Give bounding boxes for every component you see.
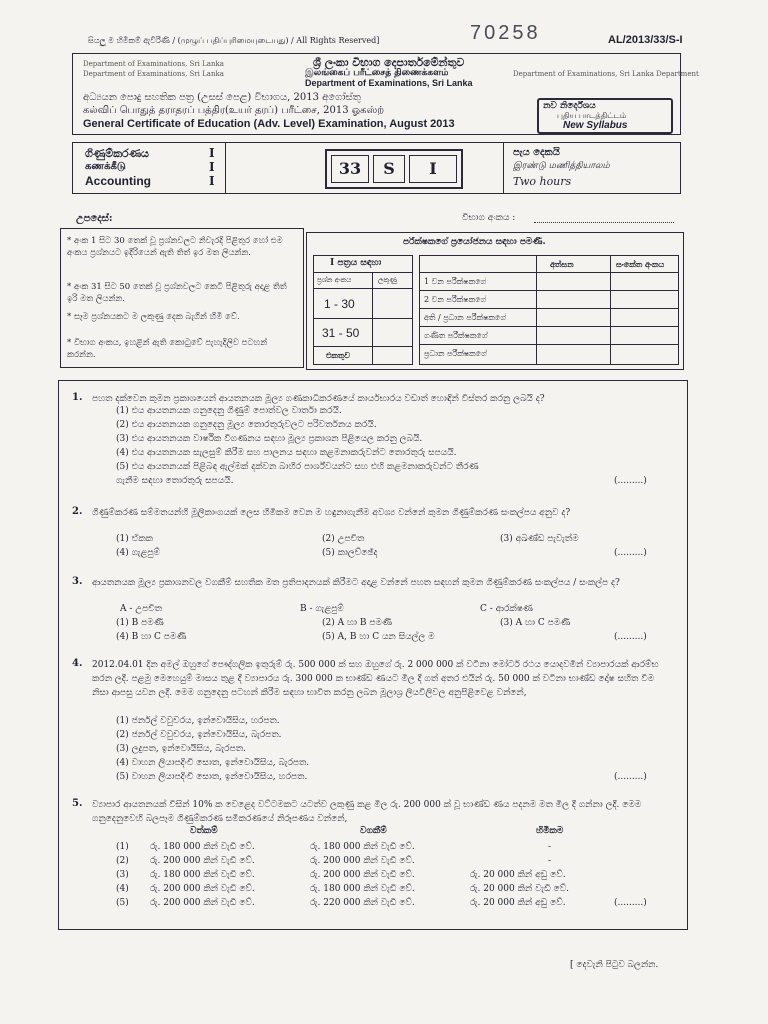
subject-part-3: I — [209, 174, 215, 188]
syllabus-ta: புதிய பாடத்திட்டம் — [557, 111, 627, 120]
q1-option-5b: ගැනීම සඳහා තොරතුරු සපයයි. — [116, 476, 234, 486]
examiners-col-code: සංකේත අංකය — [616, 259, 665, 269]
marks-table — [306, 232, 684, 370]
q5-row-5-assets: රු. 200 000 කින් වැඩි වේ. — [150, 898, 255, 908]
q2-answer-slot[interactable]: (.........) — [614, 548, 647, 558]
q3-answer-slot[interactable]: (.........) — [614, 632, 647, 642]
q3-label-a: A - උපචිත — [120, 604, 163, 614]
q2-option-5: (5) කාලච්ඡේද — [322, 548, 378, 558]
q2-number: 2. — [72, 506, 83, 517]
syllabus-si: නව නිර්දේශය — [543, 101, 596, 111]
q5-row-5-num: (5) — [116, 898, 129, 908]
examiner-row-1: 1 වන පරීක්ෂකගේ — [424, 277, 487, 286]
q5-number: 5. — [72, 798, 83, 809]
q2-option-1: (1) ඒකක — [116, 534, 153, 544]
q5-header-equity: හිමිකම — [536, 826, 564, 836]
q2-option-2: (2) උපචිත — [322, 534, 365, 544]
q5-header-assets: වත්කම් — [190, 826, 218, 836]
q5-row-1-assets: රු. 180 000 කින් වැඩි වේ. — [150, 842, 255, 852]
q1-number: 1. — [72, 392, 83, 403]
q4-answer-slot[interactable]: (.........) — [614, 772, 647, 782]
marks-total-label: එකතුව — [326, 350, 351, 360]
paper-reference: AL/2013/33/S-I — [608, 34, 683, 46]
examiner-row-4: ගණිත පරීක්ෂකගේ — [424, 331, 488, 340]
duration-ta: இரண்டு மணித்தியாலம் — [513, 161, 610, 171]
q5-row-3-num: (3) — [116, 870, 129, 880]
q5-row-2-assets: රු. 200 000 කින් වැඩි වේ. — [150, 856, 255, 866]
subject-divider — [225, 143, 226, 193]
q1-answer-slot[interactable]: (.........) — [614, 476, 647, 486]
duration-si: පැය දෙකයි — [513, 147, 560, 158]
dept-name-en: Department of Examinations, Sri Lanka — [305, 78, 473, 88]
q4-option-4: (4) වාහන ලියාපදිංචි සොත, ඉන්වොයිසිය, බැරපත. — [116, 758, 310, 768]
paper-code: 70258 — [470, 22, 541, 44]
q5-answer-slot[interactable]: (.........) — [614, 898, 647, 908]
q4-option-3: (3) ලදුපත, ඉන්වොයිසිය, බැරපත. — [116, 744, 246, 754]
page-footer-note: [ දෙවැනි පිටුව බලන්න. — [570, 960, 659, 970]
q5-text: ව්‍යාපාර ආයතනයක් විසින් 10% ක වෙළෙද වට්ටමකට යටත්ව ලකුණු කළ මිල රු. 200 000 ක් වූ භාණ්ඩ ණය පදනම මත මිල දී ගන්නා ලදී. මෙම ගනුදෙනුවෙහි බලපෑම ගිණුම්කරණ සමීකරණයේ නිරූපණය වන්නේ, — [92, 800, 642, 824]
q5-row-5-equity: රු. 20 000 කින් අඩු වේ. — [470, 898, 566, 908]
duration-en: Two hours — [513, 175, 572, 188]
q1-option-2: (2) එය ආයතනයක ගනුදෙනු මූල්‍ය තොරතුරුවලට පරිවර්තනය කරයි. — [116, 420, 377, 430]
q5-row-1-equity: - — [548, 842, 552, 852]
q5-row-2-equity: - — [548, 856, 552, 866]
instruction-4-text: විභාග අංකය, ඉහළින් ඇති කොටුවේ පැහැදිලිව පටහන් කරන්න. — [67, 338, 268, 360]
subject-code-i: I — [409, 155, 457, 183]
subject-code-number: 33 — [331, 155, 369, 183]
q4-option-5: (5) වාහන ලියාපදිංචි සොත, ඉන්වොයිසිය, හරපත. — [116, 772, 308, 782]
examiner-row-3: අති / ප්‍රධාන පරීක්ෂකගේ — [424, 313, 507, 322]
q5-row-4-equity: රු. 20 000 කින් වැඩි වේ. — [470, 884, 570, 894]
syllabus-en: New Syllabus — [563, 120, 628, 131]
q5-row-1-liabilities: රු. 180 000 කින් වැඩි වේ. — [310, 842, 415, 852]
rights-notice: සියලු ම හිමිකම් ඇවිරිණි / (முழுப் பதிப்புரிமையுடையது) / All Rights Reserved] — [88, 36, 380, 45]
exam-name-si: අධ්‍යයන පොදු සහතික පත්‍ර (උසස් පෙළ) විභාගය, 2013 අගෝස්තු — [83, 92, 361, 103]
q2-option-4: (4) ගැළපුම් — [116, 548, 160, 558]
q3-option-4: (4) B හා C පමණි — [116, 632, 187, 642]
subject-code-box — [325, 149, 463, 189]
q3-label-c: C - ආරක්ෂණ — [480, 604, 533, 614]
marks-table-title: පරීක්ෂකගේ ප්‍රයෝජනය සඳහා පමණි. — [403, 237, 546, 247]
q3-number: 3. — [72, 576, 83, 587]
instruction-3-text: සෑම ප්‍රශ්නයකට ම ලකුණු දෙක බැගින් හිමි වේ. — [73, 312, 240, 322]
instruction-2-text: අංක 31 සිට 50 තෙක් වූ ප්‍රශ්නවලට කෙටි පිළිතුරු අදාළ තිත් ඉරි මත ලියන්න. — [67, 282, 287, 304]
subject-part-2: I — [209, 160, 215, 174]
q5-row-5-liabilities: රු. 220 000 කින් වැඩි වේ. — [310, 898, 415, 908]
q5-row-3-liabilities: රු. 200 000 කින් වැඩි වේ. — [310, 870, 415, 880]
marks-row-1-30: 1 - 30 — [324, 297, 355, 311]
q1-option-4: (4) එය ආයතනයක සැලසුම් කිරීම සහ පාලනය සඳහා කළමනාකරුවන්ට තොරතුරු සපයයි. — [116, 448, 457, 458]
q3-option-3: (3) A හා C පමණි — [500, 618, 571, 628]
subject-si: ගිණුම්කරණය — [85, 147, 149, 160]
dept-side-left-2: Department of Examinations, Sri Lanka — [83, 70, 224, 78]
examiners-table — [419, 255, 679, 365]
q5-row-4-num: (4) — [116, 884, 129, 894]
subject-ta: கணக்கீடு — [85, 161, 126, 172]
subject-code-s: S — [373, 155, 405, 183]
index-number-label: විභාග අංකය : — [462, 213, 516, 223]
q3-text: ආයතනයක මූල්‍ය ප්‍රකාශනවල වගකීම් සහතික මත ප්‍රතිපාදනයක් කිරීමට අදාළ වන්නේ පහත සඳහන් කුමන ගිණුම්කරණ සංකල්පය / සංකල්ප ද? — [92, 578, 620, 588]
q1-option-1: (1) එය ආයතනයක ගනුදෙනු ගිණුම් පොත්වල වාර්තා කරයි. — [116, 406, 342, 416]
q5-row-3-assets: රු. 180 000 කින් වැඩි වේ. — [150, 870, 255, 880]
instruction-2: * අංක 31 සිට 50 තෙක් වූ ප්‍රශ්නවලට කෙටි පිළිතුරු අදාළ තිත් ඉරි මත ලියන්න. — [67, 282, 287, 304]
q4-text: 2012.04.01 දින අමල් ඔහුගේ පෞද්ගලික ඉතුරුම් රු. 500 000 ක් සහ ඔහුගේ රු. 2 000 000 ක් වටිනා මෝටර් රථය යොදවමින් ව්‍යාපාරයක් ආරම්භ කරන ලදී. පළමු මෙහෙයුම් මාසය තුළ දී ව්‍යාපාරය රු. 300 000 ක භාණ්ඩ ණයට මිල දී ගත් අතර එයින් රු. 50 000 ක් වටිනා භාණ්ඩ දෝෂ සහිත වීම නිසා ආපසු යවන ලදී. මෙම ගනුදෙනු පටහන් කිරීම සඳහා භාවිත කරනු ලබන මූලාශ්‍ර ලියවිලිවල අනුපිළිවෙළ වන්නේ, — [92, 660, 659, 698]
instruction-1: * අංක 1 සිට 30 තෙක් වූ ප්‍රශ්නවලට නිවැරදි පිළිතුර හෝ එම අංකය ප්‍රශ්නයට ඉදිරියෙන් ඇති තිත් ඉර මත ලියන්න. — [67, 236, 283, 258]
q3-label-b: B - ගැළපුම් — [300, 604, 344, 614]
marks-row-31-50: 31 - 50 — [322, 326, 360, 340]
exam-name-ta: கல்விப் பொதுத் தராதரப் பத்திர(உயர் தரப்) பரீட்சை, 2013 ஓகஸ்ற் — [83, 105, 385, 116]
examiner-row-5: ප්‍රධාන පරීක්ෂකගේ — [424, 349, 487, 358]
q3-option-2: (2) A හා B පමණි — [322, 618, 393, 628]
q1-text: පහත දක්වෙන කුමන ප්‍රකාශයෙන් ආයතනයක මූල්‍ය ගණකාධිකරණයේ කාර්යභාරය වඩාත් හොඳින් විස්තර කරනු ලබයි ද? — [92, 394, 545, 404]
q4-option-2: (2) ජර්නල් වවුචරය, ඉන්වොයිසිය, බැරපත. — [116, 730, 282, 740]
examiner-row-2: 2 වන පරීක්ෂකගේ — [424, 295, 487, 304]
instructions-heading: උපදෙස්: — [76, 213, 113, 224]
dept-side-right: Department of Examinations, Sri Lanka Department — [513, 70, 699, 78]
examiners-col-signature: අත්සන — [550, 259, 574, 269]
syllabus-box — [537, 98, 673, 134]
q5-row-3-equity: රු. 20 000 කින් අඩු වේ. — [470, 870, 566, 880]
q5-row-2-liabilities: රු. 200 000 කින් වැඩි වේ. — [310, 856, 415, 866]
q2-option-3: (3) අඛණ්ඩ පැවැත්ම — [500, 534, 579, 544]
instruction-3: * සෑම ප්‍රශ්නයකට ම ලකුණු දෙක බැගින් හිමි වේ. — [67, 312, 240, 322]
index-number-field[interactable] — [534, 222, 674, 223]
q4-number: 4. — [72, 658, 83, 669]
instruction-4: * විභාග අංකය, ඉහළින් ඇති කොටුවේ පැහැදිලිව පටහන් කරන්න. — [67, 338, 268, 360]
marks-col-question: ප්‍රශ්න අංකය — [317, 276, 352, 284]
instructions-box — [60, 228, 304, 368]
instruction-1-text: අංක 1 සිට 30 තෙක් වූ ප්‍රශ්නවලට නිවැරදි පිළිතුර හෝ එම අංකය ප්‍රශ්නයට ඉදිරියෙන් ඇති තිත් ඉර මත ලියන්න. — [67, 236, 283, 258]
subject-part-1: I — [209, 146, 215, 160]
marks-part-label: I පත්‍රය සඳහා — [330, 258, 382, 268]
exam-header — [72, 53, 699, 135]
marks-col-marks: ලකුණු — [378, 276, 397, 284]
marks-subtable — [313, 255, 413, 365]
q1-option-3: (3) එය ආයතනයක වාර්ෂික විගණනය සඳහා මූල්‍ය ප්‍රකාශන පිළියෙල කරනු ලබයි. — [116, 434, 423, 444]
q3-option-5: (5) A, B හා C යන සියල්ල ම — [322, 632, 435, 642]
dept-name-si: ශ්‍රී ලංකා විභාග දෙපාර්තමේන්තුව — [313, 56, 465, 69]
q5-header-liabilities: වගකීම් — [360, 826, 387, 836]
q2-text: ගිණුම්කරණ සම්මතයන්හි මූලිකාංගයක් ලෙස හිමිකම වෙන ම හඳුනාගැනීම අවශ්‍ය වන්නේ කුමන ගිණුම්කරණ සංකල්පය අනුව ද? — [92, 508, 571, 518]
exam-name-en: General Certificate of Education (Adv. Level) Examination, August 2013 — [83, 118, 455, 130]
q3-option-1: (1) B පමණි — [116, 618, 164, 628]
q5-row-1-num: (1) — [116, 842, 129, 852]
q1-option-5: (5) එය ආයතනයක් පිළිබඳ ඇල්මක් දක්වන බාහිර පාර්ශ්වයන්ට සහ එහි කළමනාකරුවන්ට තීරණ — [116, 462, 479, 472]
q4-option-1: (1) ජර්නල් වවුචරය, ඉන්වොයිසිය, හරපත. — [116, 716, 280, 726]
q5-row-2-num: (2) — [116, 856, 129, 866]
q5-row-4-assets: රු. 200 000 කින් වැඩි වේ. — [150, 884, 255, 894]
subject-row — [72, 142, 681, 194]
subject-en: Accounting — [85, 174, 151, 188]
q5-row-4-liabilities: රු. 180 000 කින් වැඩි වේ. — [310, 884, 415, 894]
dept-side-left: Department of Examinations, Sri Lanka — [83, 60, 224, 68]
dept-name-ta: இலங்கைப் பரீட்சைத் திணைக்களம் — [305, 68, 449, 78]
duration-divider — [503, 143, 504, 193]
